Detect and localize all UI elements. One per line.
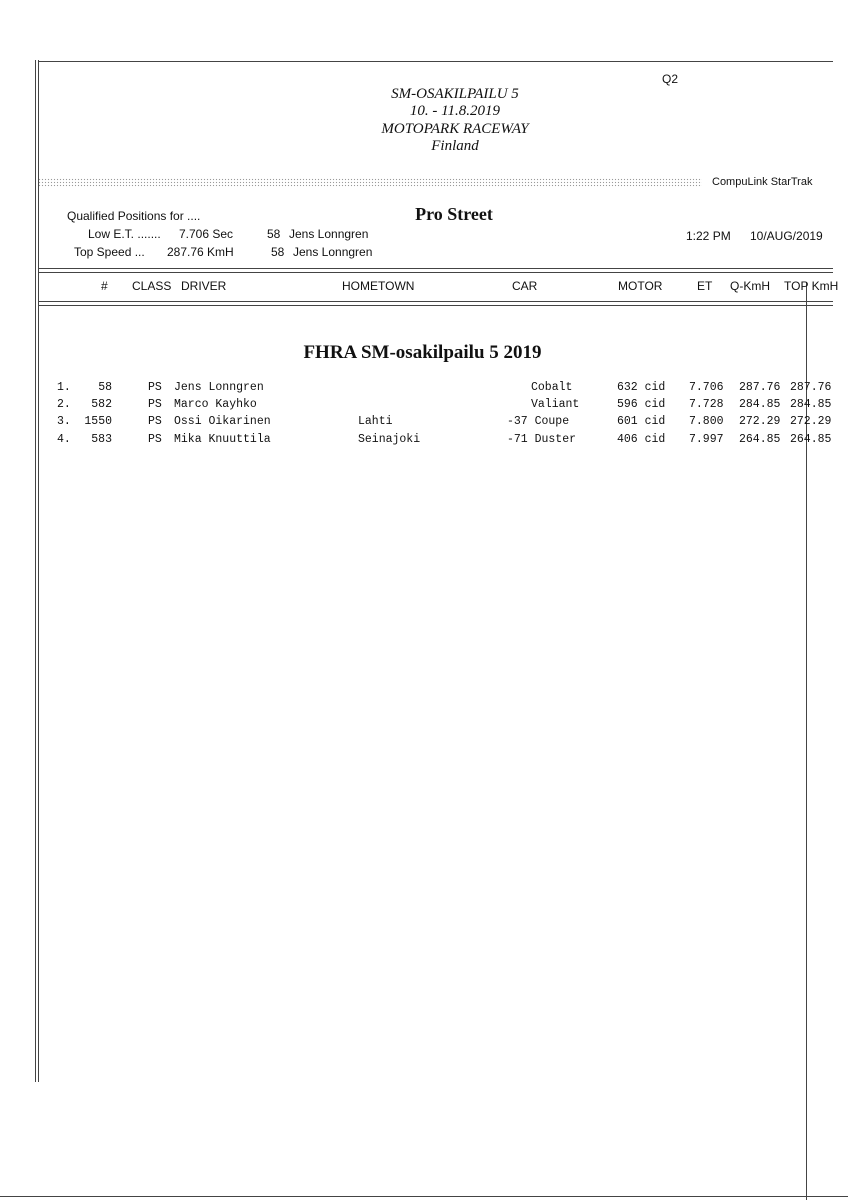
col-header-topkmh: TOP KmH <box>784 279 839 293</box>
timing-system: CompuLink StarTrak <box>712 176 813 188</box>
result-topkmh: 272.29 <box>790 415 832 428</box>
low-et-car: 58 <box>267 227 281 241</box>
dotted-band <box>38 178 702 187</box>
result-motor: 632 cid <box>617 381 666 394</box>
result-position: 3. <box>57 415 71 428</box>
result-et: 7.997 <box>689 433 724 446</box>
col-header-class: CLASS <box>132 279 172 293</box>
col-header-driver: DRIVER <box>181 279 227 293</box>
result-qkmh: 284.85 <box>739 398 781 411</box>
result-position: 1. <box>57 381 71 394</box>
result-qkmh: 272.29 <box>739 415 781 428</box>
top-speed-driver: Jens Lonngren <box>293 245 373 259</box>
result-position: 2. <box>57 398 71 411</box>
top-speed-label: Top Speed ... <box>74 245 145 259</box>
result-number: 1550 <box>84 415 112 428</box>
result-topkmh: 264.85 <box>790 433 832 446</box>
result-et: 7.728 <box>689 398 724 411</box>
col-header-qkmh: Q-KmH <box>730 279 770 293</box>
result-row <box>0 381 848 398</box>
result-class: PS <box>148 398 162 411</box>
left-border <box>35 60 36 1082</box>
result-et: 7.800 <box>689 415 724 428</box>
report-date: 10/AUG/2019 <box>750 229 823 243</box>
top-speed-car: 58 <box>271 245 285 259</box>
result-hometown: Seinajoki <box>358 433 421 446</box>
result-car: Valiant <box>531 398 580 411</box>
event-name: SM-OSAKILPAILU 5 <box>391 86 519 102</box>
result-motor: 406 cid <box>617 433 666 446</box>
class-title: Pro Street <box>415 204 493 224</box>
col-header-hometown: HOMETOWN <box>342 279 415 293</box>
result-qkmh: 264.85 <box>739 433 781 446</box>
columns-rule-1 <box>38 301 833 302</box>
result-number: 58 <box>98 381 112 394</box>
event-country: Finland <box>431 138 479 154</box>
result-motor: 596 cid <box>617 398 666 411</box>
low-et-label: Low E.T. ....... <box>88 227 161 241</box>
event-dates: 10. - 11.8.2019 <box>409 103 501 119</box>
result-et: 7.706 <box>689 381 724 394</box>
result-row <box>0 415 848 432</box>
result-row <box>0 398 848 415</box>
result-driver: Jens Lonngren <box>174 381 264 394</box>
result-motor: 601 cid <box>617 415 666 428</box>
result-driver: Mika Knuuttila <box>174 433 271 446</box>
result-row <box>0 433 848 450</box>
result-position: 4. <box>57 433 71 446</box>
result-car: -37 Coupe <box>507 415 570 428</box>
header-rule-1 <box>38 268 833 269</box>
result-driver: Ossi Oikarinen <box>174 415 271 428</box>
result-topkmh: 284.85 <box>790 398 832 411</box>
report-time: 1:22 PM <box>686 229 731 243</box>
result-car: -71 Duster <box>507 433 577 446</box>
event-venue: MOTOPARK RACEWAY <box>381 121 529 137</box>
low-et-value: 7.706 Sec <box>179 227 234 241</box>
report-title: FHRA SM-osakilpailu 5 2019 <box>303 342 542 363</box>
result-driver: Marco Kayhko <box>174 398 257 411</box>
top-speed-value: 287.76 KmH <box>167 245 234 259</box>
session-code: Q2 <box>662 72 679 86</box>
result-number: 583 <box>91 433 112 446</box>
header-rule-2 <box>38 272 833 273</box>
bottom-rule <box>0 1196 848 1197</box>
result-car: Cobalt <box>531 381 573 394</box>
result-topkmh: 287.76 <box>790 381 832 394</box>
top-rule <box>38 61 833 62</box>
result-hometown: Lahti <box>358 415 393 428</box>
result-qkmh: 287.76 <box>739 381 781 394</box>
result-class: PS <box>148 381 162 394</box>
result-class: PS <box>148 415 162 428</box>
qualified-label: Qualified Positions for .... <box>67 209 201 223</box>
left-border-inner <box>38 60 39 1082</box>
low-et-driver: Jens Lonngren <box>289 227 369 241</box>
col-header-et: ET <box>697 279 713 293</box>
col-header-motor: MOTOR <box>618 279 663 293</box>
result-class: PS <box>148 433 162 446</box>
columns-rule-2 <box>38 305 833 306</box>
col-header-car: CAR <box>512 279 538 293</box>
result-number: 582 <box>91 398 112 411</box>
col-header-num: # <box>101 279 108 293</box>
